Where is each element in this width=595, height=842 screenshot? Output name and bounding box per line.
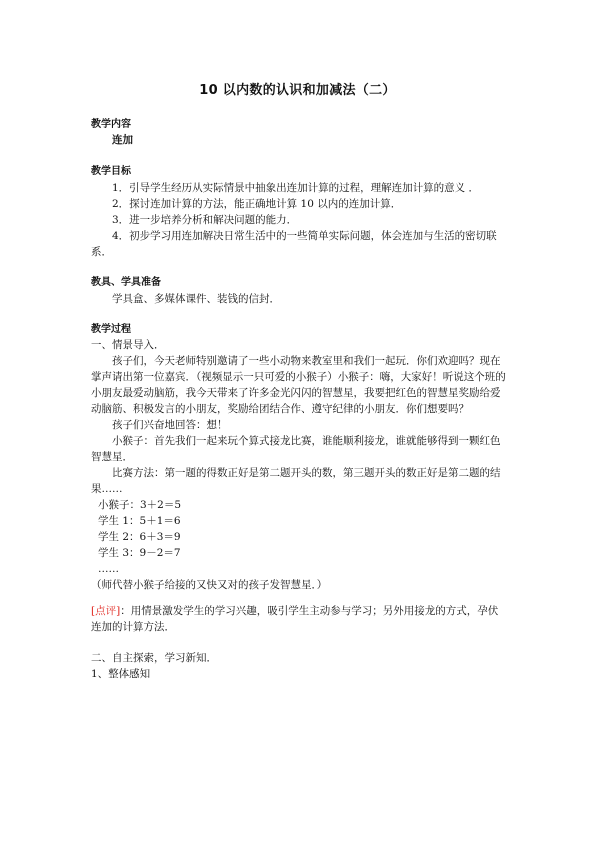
paragraph-1-line-2: 掌声请出第一位嘉宾．（视频显示一只可爱的小猴子）小猴子：嗨，大家好！听说这个班的	[91, 371, 506, 383]
tools-heading: 教具、学具准备	[91, 277, 161, 288]
document-title: 10 以内数的认识和加减法（二）	[199, 83, 396, 98]
paragraph-2: 孩子们兴奋地回答：想！	[112, 419, 228, 431]
comment-tag: [点评]	[91, 605, 121, 617]
goal-item-3: 3．进一步培养分析和解决问题的能力．	[112, 214, 298, 226]
paragraph-4-line-1: 比赛方法：第一题的得数正好是第二题开头的数，第三题开头的数正好是第二题的结	[112, 467, 501, 479]
goal-item-2: 2．探讨连加计算的方法，能正确地计算 10 以内的连加计算．	[112, 198, 402, 210]
tools-text: 学具盒、多媒体课件、装钱的信封．	[112, 293, 280, 305]
subsection-1-heading: 1、整体感知	[91, 668, 151, 680]
paragraph-1-line-3: 小朋友最爱动脑筋，我今天带来了许多金光闪闪的智慧星，我要把红色的智慧星奖励给爱	[91, 387, 501, 399]
comment-line-1	[91, 604, 498, 619]
paragraph-1-line-4: 动脑筋、积极发言的小朋友，奖励给团结合作、遵守纪律的小朋友．你们想要吗？	[91, 403, 469, 415]
exercise-line-1: 小猴子：3＋2＝5	[98, 499, 182, 511]
process-heading: 教学过程	[91, 324, 131, 335]
paragraph-4-line-2: 果……	[91, 483, 123, 495]
exercise-line-3: 学生 2：6＋3＝9	[98, 531, 181, 543]
content-text: 连加	[112, 134, 133, 146]
goal-item-4: 4．初步学习用连加解决日常生活中的一些简单实际问题，体会连加与生活的密切联	[112, 230, 497, 242]
paragraph-3-line-1: 小猴子：首先我们一起来玩个算式接龙比赛，谁能顺利接龙，谁就能够得到一颗红色	[112, 435, 501, 447]
exercise-line-2: 学生 1：5＋1＝6	[98, 515, 181, 527]
comment-line-2: 连加的计算方法．	[91, 621, 175, 633]
section-1-heading: 一、情景导入．	[91, 339, 165, 351]
goal-item-4-continued: 系．	[91, 246, 112, 258]
content-heading: 教学内容	[91, 119, 131, 130]
goals-heading: 教学目标	[91, 166, 131, 177]
paragraph-1-line-1: 孩子们，今天老师特别邀请了一些小动物来教室里和我们一起玩．你们欢迎吗？现在	[112, 355, 501, 367]
exercise-ellipsis: ……	[98, 563, 119, 575]
section-2-heading: 二、自主探索，学习新知．	[91, 652, 217, 664]
paragraph-3-line-2: 智慧星．	[91, 451, 133, 463]
comment-text-1: ：用情景激发学生的学习兴趣，吸引学生主动参与学习；另外用接龙的方式，孕伏	[120, 605, 499, 617]
teacher-note: （师代替小猴子给接的又快又对的孩子发智慧星．）	[91, 579, 328, 591]
exercise-line-4: 学生 3：9－2＝7	[98, 547, 181, 559]
goal-item-1: 1．引导学生经历从实际情景中抽象出连加计算的过程，理解连加计算的意义 ．	[112, 182, 480, 194]
